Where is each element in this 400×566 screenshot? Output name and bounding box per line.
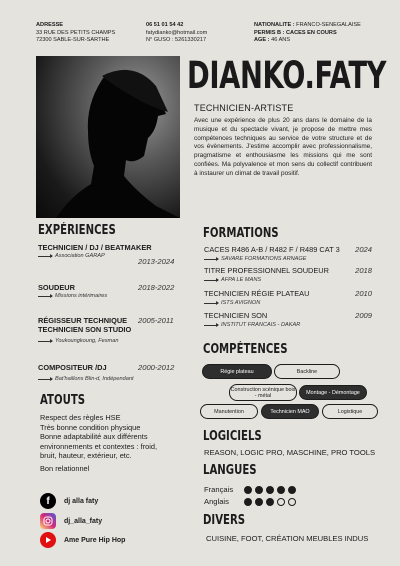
- formation-item: [204, 311, 376, 328]
- formation-title: TECHNICIEN SON: [204, 311, 268, 320]
- skill-pill: Backline: [274, 364, 340, 379]
- level-dot: [255, 486, 263, 494]
- skill-pill: Technicien MAO: [261, 404, 319, 419]
- profile-photo: [36, 56, 180, 218]
- youtube-icon: [40, 532, 56, 548]
- level-dot: [244, 498, 252, 506]
- logiciels-heading: LOGICIELS: [203, 429, 262, 444]
- nationality-value: FRANCO-SENEGALAISE: [296, 22, 361, 28]
- language-row-english: [204, 497, 296, 506]
- skill-pill: Montage - Démontage: [299, 385, 367, 400]
- level-dot: [255, 498, 263, 506]
- arrow-icon: [38, 296, 52, 297]
- experience-title: RÉGISSEUR TECHNIQUE: [38, 316, 128, 325]
- contact-block: [146, 22, 207, 45]
- level-dot: [288, 498, 296, 506]
- experience-org: Youkoungkoung, Fesman: [55, 338, 119, 344]
- social-instagram[interactable]: [40, 513, 102, 529]
- social-label: dj_alla_faty: [64, 517, 103, 525]
- arrow-icon: [204, 303, 218, 304]
- language-row-french: [204, 485, 296, 494]
- skill-pill: Régie plateau: [202, 364, 272, 379]
- level-dot: [244, 486, 252, 494]
- atout-item: Bon relationnel: [40, 463, 90, 473]
- arrow-icon: [38, 256, 52, 257]
- level-dot: [266, 498, 274, 506]
- level-dot: [277, 498, 285, 506]
- experience-item: [38, 316, 188, 344]
- competences-heading: COMPÉTENCES: [203, 342, 288, 357]
- person-name: DIANKO.FATY: [187, 54, 387, 97]
- atouts-list: [40, 413, 175, 474]
- phone[interactable]: 06 51 01 54 42: [146, 22, 184, 28]
- experience-title: COMPOSITEUR /DJ: [38, 363, 107, 372]
- skill-pill: Manutention: [200, 404, 258, 419]
- portrait-silhouette-icon: [36, 56, 180, 218]
- job-title: TECHNICIEN-ARTISTE: [194, 103, 294, 113]
- level-dot: [288, 486, 296, 494]
- formation-title: CACES R486 A-B / R482 F / R489 CAT 3: [204, 245, 340, 254]
- arrow-icon: [38, 341, 52, 342]
- address-line1: 33 RUE DES PETITS CHAMPS: [36, 29, 116, 36]
- facebook-icon: f: [40, 493, 56, 509]
- social-facebook[interactable]: [40, 493, 98, 509]
- arrow-icon: [204, 259, 218, 260]
- formation-title: TITRE PROFESSIONNEL SOUDEUR: [204, 266, 329, 275]
- experiences-heading: EXPÉRIENCES: [38, 223, 116, 238]
- address-line2: 72300 SABLE-SUR-SARTHE: [36, 37, 110, 44]
- language-level-dots: [244, 498, 296, 506]
- experience-date: 2018-2022: [138, 283, 175, 292]
- atout-item: Très bonne condition physique: [40, 422, 141, 432]
- arrow-icon: [204, 325, 218, 326]
- skill-pill: Construction scénique bois - métal: [229, 384, 297, 401]
- formation-school: ISTS AVIGNON: [221, 300, 261, 306]
- atouts-heading: ATOUTS: [40, 393, 86, 408]
- address-block: [36, 22, 115, 45]
- skill-pill: Logistique: [322, 404, 378, 419]
- level-dot: [277, 486, 285, 494]
- email[interactable]: fatydianko@hotmail.com: [146, 29, 208, 36]
- experience-item: [38, 283, 188, 299]
- formation-date: 2010: [355, 289, 372, 298]
- social-label: dj alla faty: [64, 497, 99, 505]
- formation-date: 2024: [355, 245, 372, 254]
- instagram-icon: [40, 513, 56, 529]
- social-youtube[interactable]: [40, 532, 125, 548]
- experience-title-2: TECHNICIEN SON STUDIO: [38, 325, 132, 334]
- experience-org: Missions intérimaires: [55, 293, 108, 299]
- permit-label: PERMIS B : CACES EN COURS: [254, 29, 337, 36]
- nationality-label: NATIONALITE :: [254, 22, 295, 28]
- formations-heading: FORMATIONS: [203, 226, 279, 241]
- social-label: Ame Pure Hip Hop: [64, 536, 126, 544]
- divers-heading: DIVERS: [203, 513, 246, 528]
- formation-school: INSTITUT FRANCAIS - DAKAR: [221, 322, 301, 328]
- experience-date: 2000-2012: [138, 363, 175, 372]
- formation-item: [204, 245, 376, 262]
- formation-item: [204, 266, 376, 283]
- atout-item: Bonne adaptabilité aux différents environnements et contextes : froid, bruit, hauteur, extérieur, etc.: [40, 432, 158, 461]
- atout-item: Respect des règles HSE: [40, 413, 121, 422]
- intro-paragraph: Avec une expérience de plus 20 ans dans le domaine de la musique et du spectacle vivant, je propose de mettre mes compétences techniques au service de votre structure et de vos évènements. J'estime accomplir avec professionnalisme, pragmatisme et enthousiasme les missions qui me sont confiées. Ma polyvalence et mon sens du collectif contribuent à instaurer un climat de travail positif.: [194, 117, 372, 177]
- arrow-icon: [204, 280, 218, 281]
- experience-item: [38, 243, 188, 266]
- language-name: Français: [204, 485, 234, 494]
- language-level-dots: [244, 486, 296, 494]
- level-dot: [266, 486, 274, 494]
- experience-org: Bat'haillons Blin-d, Indépendant: [55, 376, 134, 382]
- formation-school: AFPA LE MANS: [221, 277, 262, 283]
- age-label: AGE :: [254, 37, 270, 44]
- formation-school: SAVARE FORMATIONS ARNAGE: [221, 256, 307, 262]
- experience-date: 2005-2011: [138, 316, 174, 325]
- formation-item: [204, 289, 376, 306]
- address-label: ADRESSE: [36, 22, 64, 28]
- experience-title: SOUDEUR: [38, 283, 75, 292]
- experience-org: Association GARAP: [55, 253, 105, 259]
- logiciels-list: REASON, LOGIC PRO, MASCHINE, PRO TOOLS: [204, 448, 376, 457]
- personal-info-block: [254, 22, 361, 45]
- language-name: Anglais: [204, 497, 229, 506]
- experience-title: TECHNICIEN / DJ / BEATMAKER: [38, 243, 152, 252]
- formation-date: 2009: [355, 311, 372, 320]
- langues-heading: LANGUES: [203, 463, 257, 478]
- guso-number: N° GUSO : 5261330217: [146, 37, 207, 44]
- age-value: 46 ANS: [271, 37, 291, 44]
- experience-item: [38, 363, 188, 382]
- divers-list: CUISINE, FOOT, CRÉATION MEUBLES INDUS: [206, 534, 369, 543]
- formation-date: 2018: [355, 266, 372, 275]
- arrow-icon: [38, 379, 52, 380]
- formation-title: TECHNICIEN RÉGIE PLATEAU: [204, 289, 310, 298]
- experience-date: 2013-2024: [138, 257, 175, 266]
